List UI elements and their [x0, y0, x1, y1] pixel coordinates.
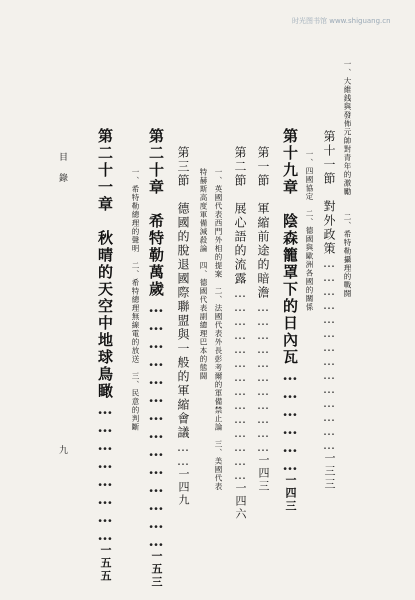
- leader-dots: ……………………………: [256, 300, 270, 454]
- toc-entry-chapter-19: [281, 128, 299, 513]
- toc-entry-title: 第三節 德國的脫退國際聯盟與一般的軍縮會議: [176, 146, 190, 440]
- toc-page-number: 一五三: [150, 550, 163, 589]
- toc-subitems-3: 一、英國代表西門外相的提案 二、法國代表外長彭考爾的軍備禁止論 三、美國代表: [214, 168, 223, 491]
- toc-entry-section-2: [233, 146, 247, 521]
- toc-page-number: 一四六: [234, 482, 247, 521]
- toc-entry-section-3: [176, 146, 190, 507]
- leader-dots: ……: [176, 440, 190, 468]
- leader-dots: ……………………………………: [233, 286, 247, 482]
- toc-subitems-1: 一、大維銭與發佈元帥對青年的激勵 二、希特勒攝理的戰闘: [343, 60, 352, 298]
- toc-page-number: 一四三: [257, 454, 270, 493]
- toc-entry-title: 第十一節 對外政策: [322, 130, 336, 256]
- toc-entry-chapter-21: [96, 128, 114, 583]
- toc-page-number: 一三三: [323, 452, 336, 491]
- leader-dots: ……………………………………: [147, 298, 165, 550]
- toc-entry-section-1: [256, 146, 270, 493]
- running-head: 目 錄: [57, 152, 67, 183]
- leader-dots: ………………: [281, 366, 299, 474]
- toc-entry-section-11: [322, 130, 336, 491]
- toc-entry-title: 第二節 展心語的流露: [233, 146, 247, 286]
- toc-subitems-4: 特赫斯高度軍備減殺論 四、德國代表副總理巴本的態闘: [199, 168, 208, 381]
- leader-dots: ……………………………………: [322, 256, 336, 452]
- toc-entry-title: 第十九章 陰森籠罩下的日內瓦: [281, 128, 299, 366]
- toc-entry-chapter-20: [147, 128, 165, 589]
- leader-dots: ……………………: [96, 400, 114, 544]
- toc-page-number: 一四九: [177, 468, 190, 507]
- page-number: 九: [57, 445, 67, 455]
- toc-entry-title: 第二十章 希特勒萬歲: [147, 128, 165, 298]
- toc-page-number: 一五五: [99, 544, 112, 583]
- watermark-text: 时光图书馆 www.shiguang.cn: [292, 17, 391, 25]
- toc-entry-title: 第一節 軍縮前途的暗澹: [256, 146, 270, 300]
- toc-page-number: 一四三: [284, 474, 297, 513]
- toc-entry-title: 第二十一章 秋晴的天空中地球鳥瞰: [96, 128, 114, 400]
- toc-subitems-2: 一、四國協定 二、德國與歐洲各國的關係: [305, 150, 314, 312]
- toc-subitems-5: 一、希特勒總理的聲明 二、希特總理無線電的放送 三、民意的判斷: [131, 168, 140, 432]
